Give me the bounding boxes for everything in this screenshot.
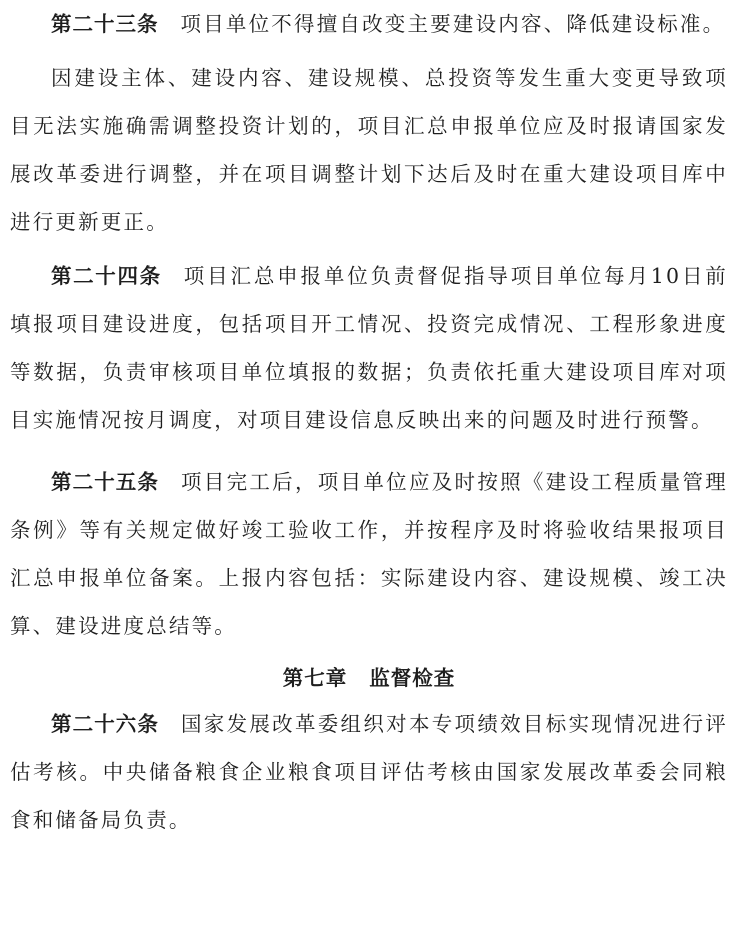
article-24	[10, 252, 728, 444]
chapter-heading	[10, 656, 728, 700]
article-number: 第二十四条	[51, 264, 162, 288]
chapter-title: 监督检查	[369, 666, 456, 690]
article-number: 第二十五条	[51, 470, 159, 494]
article-text: 项目完工后，项目单位应及时按照《建设工程质量管理条例》等有关规定做好竣工验收工作，并按程序及时将验收结果报项目汇总申报单位备案。上报内容包括：实际建设内容、建设规模、竣工决算、建设进度总结等。	[10, 470, 728, 638]
article-number: 第二十六条	[51, 712, 159, 736]
article-26	[10, 700, 728, 844]
document-page	[10, 0, 728, 844]
paragraph-text: 因建设主体、建设内容、建设规模、总投资等发生重大变更导致项目无法实施确需调整投资计划的，项目汇总申报单位应及时报请国家发展改革委进行调整，并在项目调整计划下达后及时在重大建设项目库中进行更新更正。	[10, 66, 728, 234]
article-23	[10, 0, 728, 48]
chapter-number: 第七章	[282, 666, 348, 690]
article-25	[10, 458, 728, 650]
article-text: 国家发展改革委组织对本专项绩效目标实现情况进行评估考核。中央储备粮食企业粮食项目评估考核由国家发展改革委会同粮食和储备局负责。	[10, 712, 728, 832]
article-text: 项目汇总申报单位负责督促指导项目单位每月10日前填报项目建设进度，包括项目开工情况、投资完成情况、工程形象进度等数据，负责审核项目单位填报的数据；负责依托重大建设项目库对项目实施情况按月调度，对项目建设信息反映出来的问题及时进行预警。	[10, 264, 728, 432]
article-23-paragraph-2	[10, 54, 728, 246]
article-text: 项目单位不得擅自改变主要建设内容、降低建设标准。	[180, 12, 726, 36]
article-number: 第二十三条	[51, 12, 159, 36]
